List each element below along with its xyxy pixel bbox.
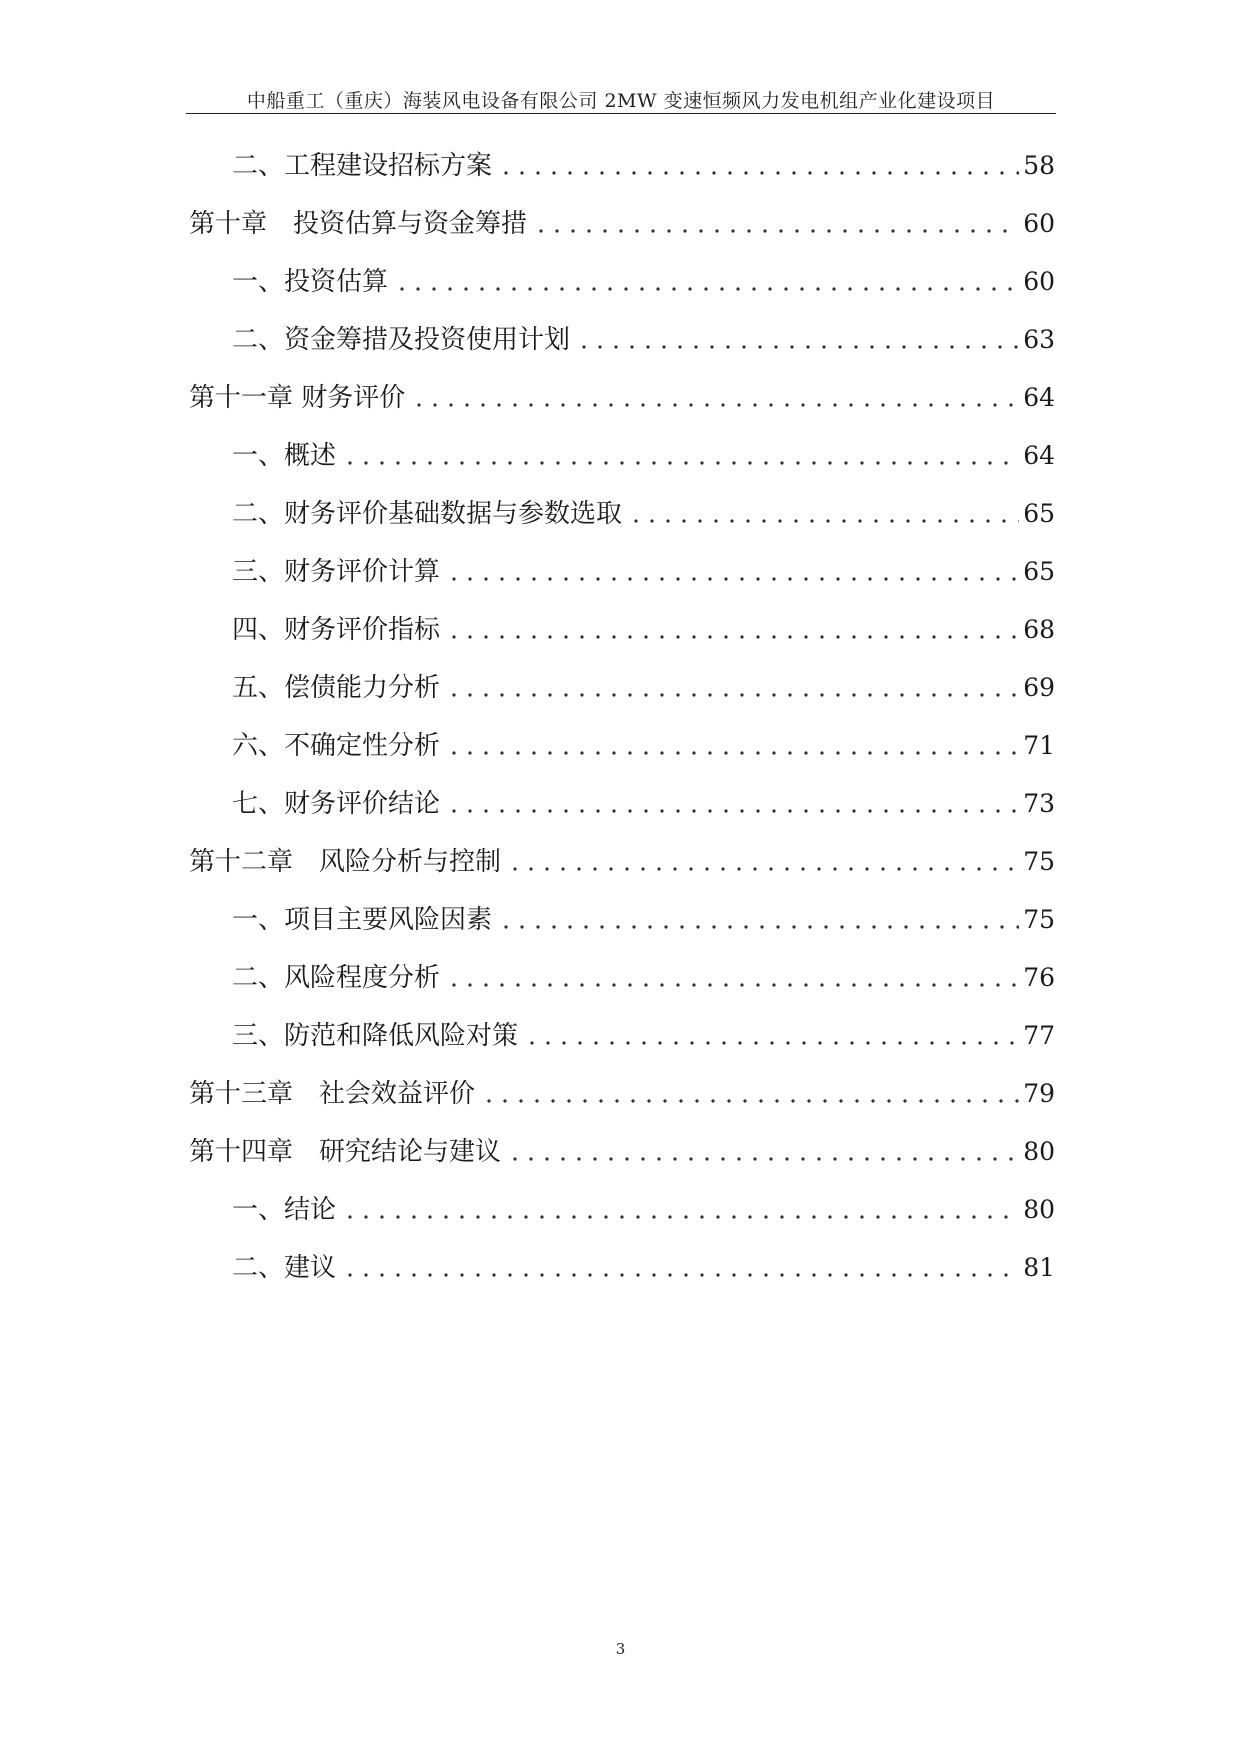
toc-entry-label: 一、投资估算	[232, 267, 389, 297]
toc-entry[interactable]	[232, 728, 1055, 764]
dot-leader	[342, 1273, 1019, 1277]
toc-chapter-entry[interactable]	[189, 1076, 1055, 1112]
dot-leader	[498, 925, 1019, 929]
page-number: 3	[615, 1640, 626, 1658]
toc-entry-page: 65	[1023, 499, 1055, 528]
toc-entry-page: 75	[1023, 905, 1055, 934]
toc-entry-label: 第十章 投资估算与资金筹措	[189, 209, 528, 239]
toc-entry[interactable]	[232, 902, 1055, 938]
toc-entry-label: 第十三章 社会效益评价	[189, 1079, 476, 1109]
dot-leader	[446, 983, 1019, 987]
toc-entry[interactable]	[232, 612, 1055, 648]
dot-leader	[342, 461, 1019, 465]
dot-leader	[524, 1041, 1019, 1045]
toc-entry-label: 二、风险程度分析	[232, 963, 441, 993]
dot-leader	[576, 345, 1019, 349]
toc-chapter-entry[interactable]	[189, 380, 1055, 416]
toc-entry-page: 75	[1023, 847, 1055, 876]
toc-entry-page: 60	[1023, 267, 1055, 296]
header-rule	[186, 113, 1056, 114]
toc-entry[interactable]	[232, 496, 1055, 532]
toc-entry-label: 七、财务评价结论	[232, 789, 441, 819]
toc-entry-page: 77	[1023, 1021, 1055, 1050]
toc-entry-page: 60	[1023, 209, 1055, 238]
toc-entry-page: 71	[1023, 731, 1055, 760]
toc-chapter-entry[interactable]	[189, 1134, 1055, 1170]
toc-entry-label: 第十四章 研究结论与建议	[189, 1137, 502, 1167]
toc-entry[interactable]	[232, 670, 1055, 706]
toc-entry[interactable]	[232, 554, 1055, 590]
toc-entry[interactable]	[232, 438, 1055, 474]
toc-entry-label: 一、项目主要风险因素	[232, 905, 493, 935]
toc-entry-page: 58	[1023, 151, 1055, 180]
dot-leader	[481, 1099, 1019, 1103]
toc-entry-page: 64	[1023, 441, 1055, 470]
toc-entry[interactable]	[232, 960, 1055, 996]
toc-entry-page: 63	[1023, 325, 1055, 354]
dot-leader	[446, 751, 1019, 755]
dot-leader	[394, 287, 1019, 291]
toc-entry-page: 81	[1023, 1253, 1055, 1282]
toc-entry-page: 68	[1023, 615, 1055, 644]
toc-entry-page: 76	[1023, 963, 1055, 992]
dot-leader	[533, 229, 1019, 233]
toc-entry-page: 69	[1023, 673, 1055, 702]
toc-entry-label: 二、工程建设招标方案	[232, 151, 493, 181]
toc-entry[interactable]	[232, 264, 1055, 300]
toc-entry-page: 73	[1023, 789, 1055, 818]
toc-entry-label: 五、偿债能力分析	[232, 673, 441, 703]
dot-leader	[342, 1215, 1019, 1219]
toc-entry[interactable]	[232, 1250, 1055, 1286]
toc-entry-page: 64	[1023, 383, 1055, 412]
toc-chapter-entry[interactable]	[189, 844, 1055, 880]
dot-leader	[446, 577, 1019, 581]
toc-entry-label: 二、财务评价基础数据与参数选取	[232, 499, 623, 529]
toc-entry-label: 第十二章 风险分析与控制	[189, 847, 502, 877]
toc-entry[interactable]	[232, 148, 1055, 184]
toc-entry[interactable]	[232, 786, 1055, 822]
dot-leader	[507, 1157, 1019, 1161]
dot-leader	[507, 867, 1019, 871]
toc-entry-label: 第十一章 财务评价	[189, 383, 406, 413]
toc-entry-label: 二、资金筹措及投资使用计划	[232, 325, 571, 355]
toc-entry-page: 65	[1023, 557, 1055, 586]
toc-entry-label: 一、结论	[232, 1195, 337, 1225]
toc-entry-page: 80	[1023, 1195, 1055, 1224]
toc-entry-label: 四、财务评价指标	[232, 615, 441, 645]
toc-entry-label: 六、不确定性分析	[232, 731, 441, 761]
toc-chapter-entry[interactable]	[189, 206, 1055, 242]
toc-entry[interactable]	[232, 1192, 1055, 1228]
dot-leader	[498, 171, 1019, 175]
dot-leader	[446, 693, 1019, 697]
toc-entry-label: 一、概述	[232, 441, 337, 471]
toc-entry-label: 二、建议	[232, 1253, 337, 1283]
toc-entry[interactable]	[232, 1018, 1055, 1054]
running-header: 中船重工（重庆）海装风电设备有限公司 2MW 变速恒频风力发电机组产业化建设项目	[246, 90, 996, 112]
toc-entry-page: 79	[1023, 1079, 1055, 1108]
dot-leader	[446, 635, 1019, 639]
toc-entry-label: 三、防范和降低风险对策	[232, 1021, 519, 1051]
dot-leader	[411, 403, 1019, 407]
toc-entry-page: 80	[1023, 1137, 1055, 1166]
toc-entry[interactable]	[232, 322, 1055, 358]
dot-leader	[446, 809, 1019, 813]
dot-leader	[628, 519, 1019, 523]
toc-entry-label: 三、财务评价计算	[232, 557, 441, 587]
